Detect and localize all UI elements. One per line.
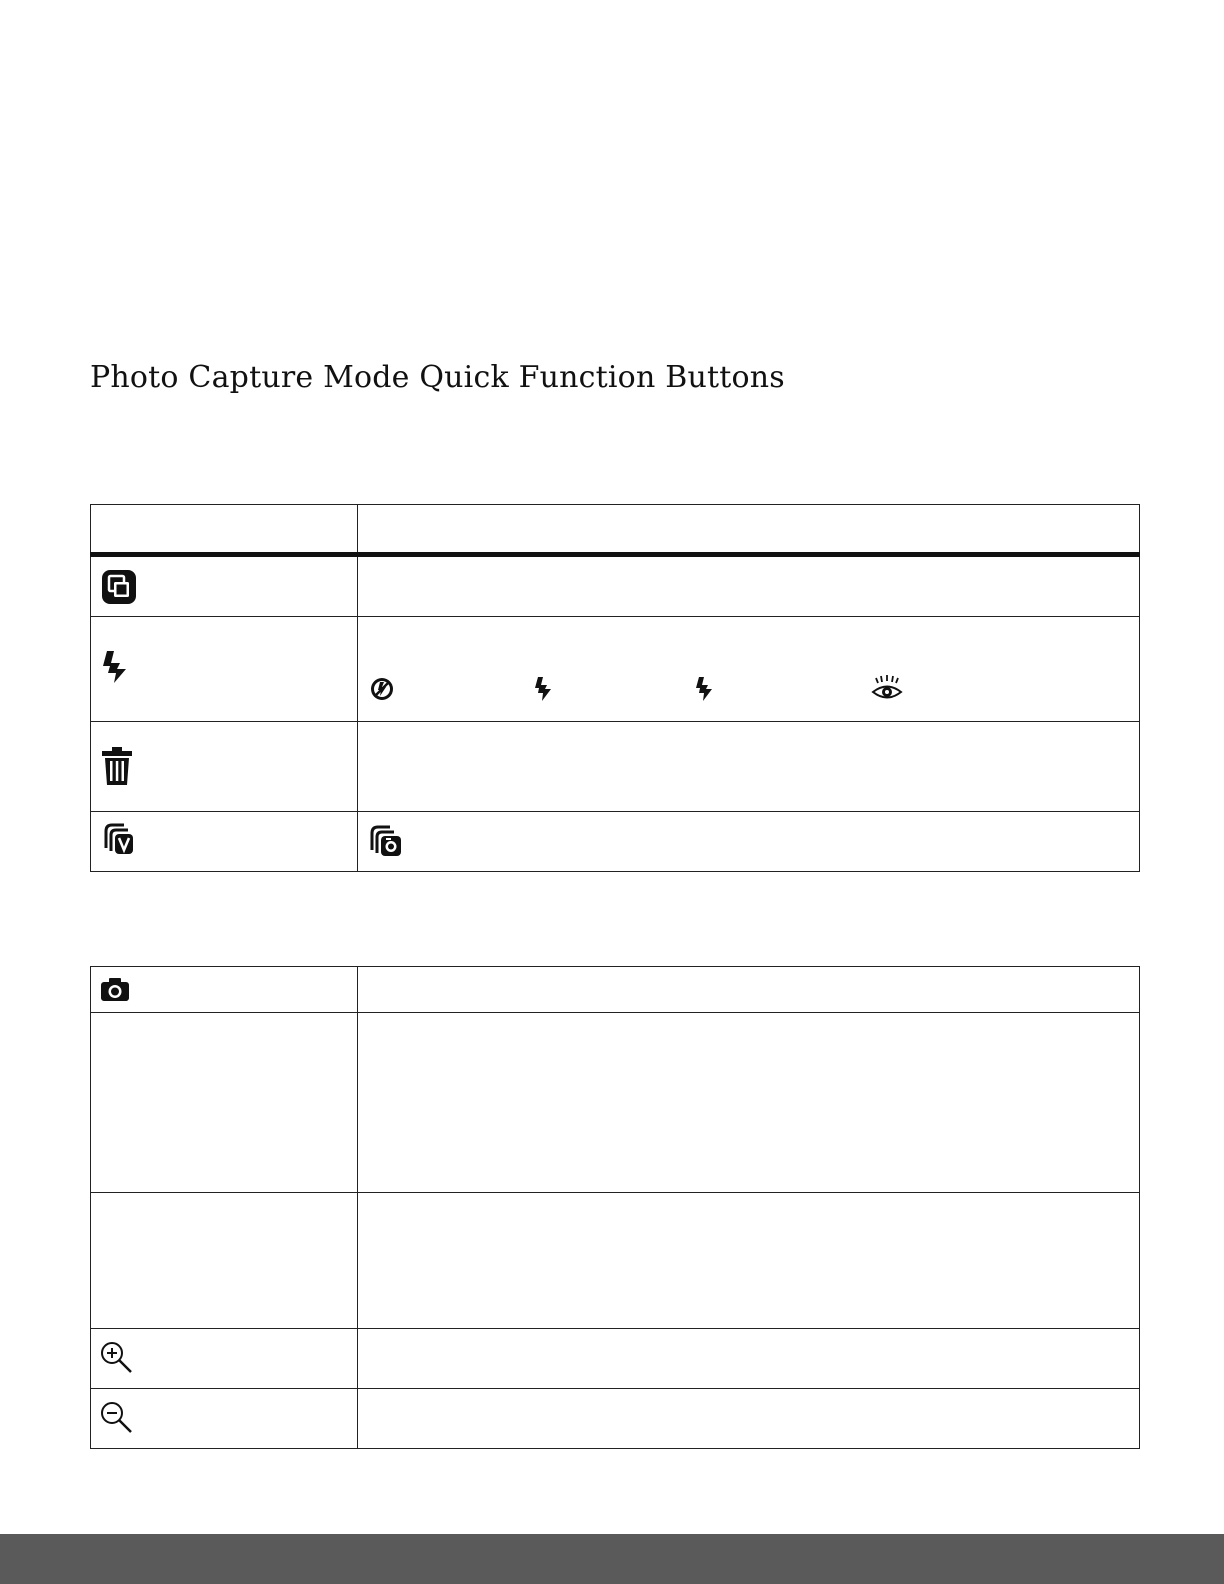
header-cell-description	[358, 505, 1140, 555]
table-row	[91, 1013, 1140, 1193]
flash-on-icon	[693, 675, 717, 707]
flash-off-icon	[368, 675, 396, 707]
red-eye-reduction-icon	[870, 675, 904, 707]
video-mode-icon	[100, 822, 134, 856]
description-cell	[358, 555, 1140, 617]
description-cell	[358, 617, 1140, 722]
description-cell	[358, 1389, 1140, 1449]
zoom-in-icon	[100, 1341, 134, 1375]
button-cell	[91, 1013, 358, 1193]
capture-controls-table	[90, 966, 1140, 1449]
description-cell	[358, 967, 1140, 1013]
table-header-row	[91, 505, 1140, 555]
description-cell	[358, 722, 1140, 812]
table-row	[91, 967, 1140, 1013]
table-row	[91, 722, 1140, 812]
page-title: Photo Capture Mode Quick Function Buttons	[90, 360, 785, 395]
photo-mode-icon	[368, 824, 402, 862]
camera-icon	[100, 976, 130, 1002]
description-cell	[358, 1329, 1140, 1389]
flash-auto-icon	[532, 675, 556, 707]
burst-mode-icon	[100, 568, 138, 606]
flash-icon	[100, 649, 132, 685]
flash-options	[368, 675, 1128, 705]
table-row	[91, 1329, 1140, 1389]
trash-icon	[100, 746, 134, 786]
button-cell	[91, 1193, 358, 1329]
quick-function-table	[90, 504, 1140, 872]
table-row	[91, 812, 1140, 872]
table-row	[91, 617, 1140, 722]
table-row	[91, 1389, 1140, 1449]
table-row	[91, 555, 1140, 617]
header-cell-button	[91, 505, 358, 555]
description-cell	[358, 1193, 1140, 1329]
description-cell	[358, 1013, 1140, 1193]
footer-bar	[0, 1534, 1224, 1584]
table-row	[91, 1193, 1140, 1329]
zoom-out-icon	[100, 1401, 134, 1435]
